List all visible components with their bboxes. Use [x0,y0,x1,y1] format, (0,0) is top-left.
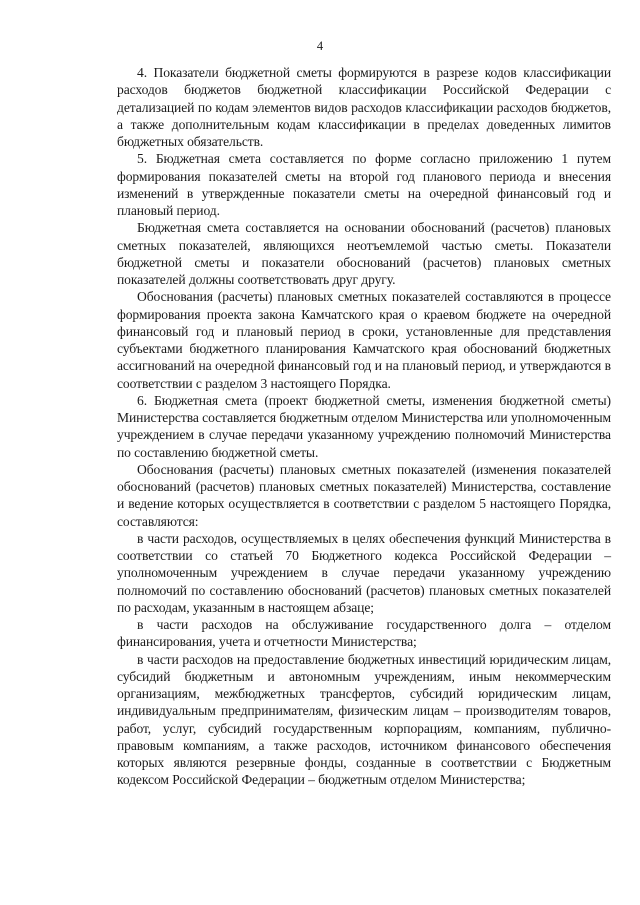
paragraph-6: Обоснования (расчеты) плановых сметных показателей (изменения показателей обоснований (расчетов) плановых сметных показателей) Министерства, составление и ведение которых осуществляется в соответствии с разделом 5 настоящего Порядка, составляются: [117,461,611,529]
paragraph-9: в части расходов на предоставление бюджетных инвестиций юридическим лицам, субсидий бюджетным и автономным учреждениям, иным некоммерческим организациям, межбюджетных трансфертов, субсидий юридическим лицам, индивидуальным предпринимателям, физическим лицам – производителям товаров, работ, услуг, субсидий государственным корпорациям, компаниям, публично-правовым компаниям, а также расходов, источником финансового обеспечения которых являются резервные фонды, созданные в соответствии с Бюджетным кодексом Российской Федерации – бюджетным отделом Министерства; [117,651,611,788]
paragraph-2: 5. Бюджетная смета составляется по форме согласно приложению 1 путем формирования показателей сметы на второй год планового периода и внесения изменений в утвержденные показатели сметы на очередной финансовый год и плановый период. [117,151,611,218]
paragraph-8: в части расходов на обслуживание государственного долга – отделом финансирования, учета и отчетности Министерства; [117,617,611,650]
paragraph-4: Обоснования (расчеты) плановых сметных показателей составляются в процессе формирования проекта закона Камчатского края о краевом бюджете на очередной финансовый год и плановый период в сроки, установленные для представления субъектами бюджетного планирования Камчатского края обоснований бюджетных ассигнований на очередной финансовый год и на плановый период, и утверждаются в соответствии с разделом 3 настоящего Порядка. [117,289,611,391]
paragraph-7: в части расходов, осуществляемых в целях обеспечения функций Министерства в соответствии со статьей 70 Бюджетного кодекса Российской Федерации – уполномоченным учреждением в случае передачи указанному учреждению полномочий по составлению обоснований (расчетов) плановых сметных показателей по расходам, указанным в настоящем абзаце; [117,530,611,615]
paragraph-5: 6. Бюджетная смета (проект бюджетной сметы, изменения бюджетной сметы) Министерства составляется бюджетным отделом Министерства или уполномоченным учреждением в случае передачи указанному учреждению полномочий Министерства по составлению бюджетной сметы. [117,392,611,460]
document-body [117,64,611,789]
paragraph-1: 4. Показатели бюджетной сметы формируются в разрезе кодов классификации расходов бюджетов бюджетной классификации Российской Федерации с детализацией по кодам элементов видов расходов классификации расходов бюджетов, а также дополнительным кодам классификации в пределах доведенных лимитов бюджетных обязательств. [117,65,611,149]
paragraph-3: Бюджетная смета составляется на основании обоснований (расчетов) плановых сметных показателей, являющихся неотъемлемой частью сметы. Показатели бюджетной сметы и показатели обоснований (расчетов) плановых сметных показателей должны соответствовать друг другу. [117,220,611,287]
page-number: 4 [316,39,324,53]
